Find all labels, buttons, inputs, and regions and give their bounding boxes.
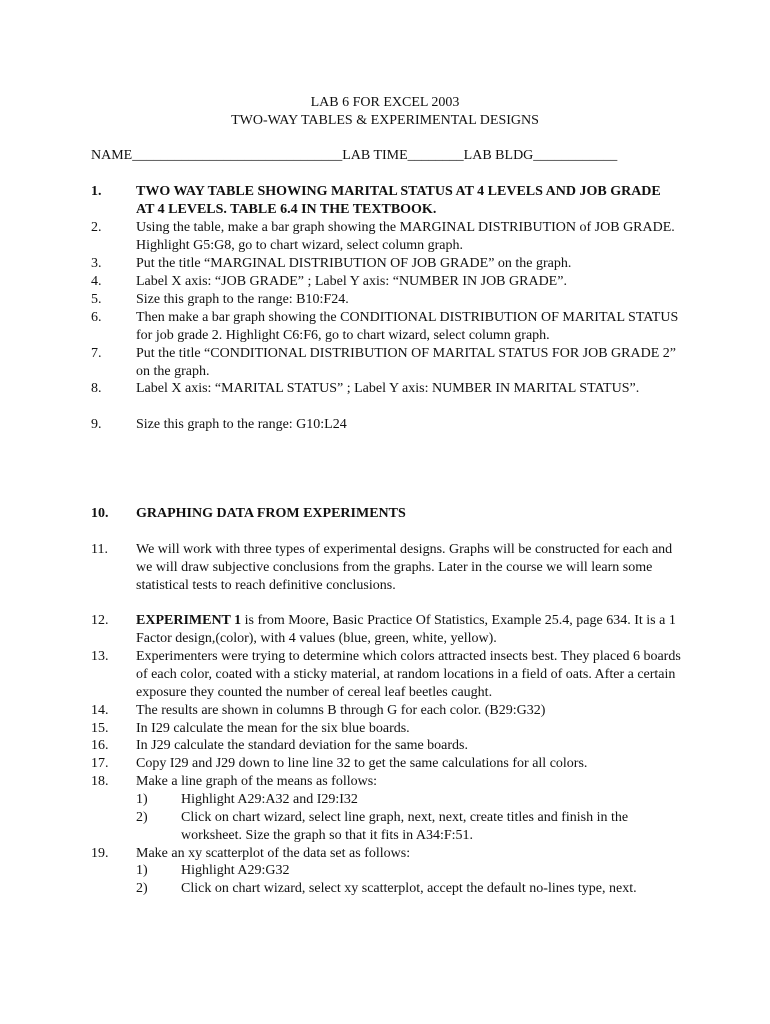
item-number: 3. bbox=[91, 256, 102, 271]
item-text: Using the table, make a bar graph showing the MARGINAL DISTRIBUTION of JOB GRADE. Highlight G5:G8, go to chart wizard, select column graph. bbox=[136, 220, 675, 253]
item-number: 4. bbox=[91, 274, 102, 289]
item-text: In J29 calculate the standard deviation for the same boards. bbox=[136, 738, 468, 753]
item-text: Label X axis: “JOB GRADE” ; Label Y axis: “NUMBER IN JOB GRADE”. bbox=[136, 274, 567, 289]
item-text: Then make a bar graph showing the CONDITIONAL DISTRIBUTION OF MARITAL STATUS for job grade 2. Highlight C6:F6, go to chart wizard, select column graph. bbox=[136, 310, 679, 343]
item-text: Copy I29 and J29 down to line line 32 to get the same calculations for all colors. bbox=[136, 756, 588, 771]
item-text bbox=[136, 612, 681, 648]
item-text: Label X axis: “MARITAL STATUS” ; Label Y axis: NUMBER IN MARITAL STATUS”. bbox=[136, 381, 640, 396]
sub-item-text: Click on chart wizard, select line graph, next, next, create titles and finish in the worksheet. Size the graph so that it fits in A34:F:51. bbox=[181, 810, 629, 843]
item-number: 2. bbox=[91, 220, 102, 235]
item-text: Put the title “MARGINAL DISTRIBUTION OF JOB GRADE” on the graph. bbox=[136, 256, 572, 271]
item-number: 17. bbox=[91, 756, 109, 771]
sub-item-number: 1) bbox=[136, 863, 148, 878]
item-number: 14. bbox=[91, 703, 109, 718]
item-number: 13. bbox=[91, 649, 109, 664]
experiment-label: EXPERIMENT 1 bbox=[136, 613, 242, 628]
item-text: Size this graph to the range: B10:F24. bbox=[136, 292, 349, 307]
item-text-rest: is from Moore, Basic Practice Of Statistics, Example 25.4, page 634. It is a 1 Factor design,(color), with 4 values (blue, green, white, yellow). bbox=[136, 613, 676, 646]
item-text: Make a line graph of the means as follows: bbox=[136, 774, 378, 789]
item-number: 6. bbox=[91, 310, 102, 325]
item-number: 11. bbox=[91, 542, 108, 557]
item-text: Put the title “CONDITIONAL DISTRIBUTION OF MARITAL STATUS FOR JOB GRADE 2” on the graph. bbox=[136, 346, 676, 379]
item-number: 15. bbox=[91, 721, 109, 736]
item-number: 19. bbox=[91, 846, 109, 861]
item-text: Experimenters were trying to determine which colors attracted insects best. They placed 6 boards of each color, coated with a sticky material, at random locations in a field of oats. After a certain exposure they counted the number of cereal leaf beetles caught. bbox=[136, 649, 681, 700]
item-number: 8. bbox=[91, 381, 102, 396]
item-number: 18. bbox=[91, 774, 109, 789]
item-number: 12. bbox=[91, 613, 109, 628]
item-text: Size this graph to the range: G10:L24 bbox=[136, 417, 347, 432]
item-text: In I29 calculate the mean for the six blue boards. bbox=[136, 721, 410, 736]
item-text: The results are shown in columns B through G for each color. (B29:G32) bbox=[136, 703, 546, 718]
item-number: 5. bbox=[91, 292, 102, 307]
name-time-bldg-line: NAME______________________________LAB TIME________LAB BLDG____________ bbox=[91, 148, 618, 163]
item-text: We will work with three types of experimental designs. Graphs will be constructed for each and we will draw subjective conclusions from the graphs. Later in the course we will learn some statistical tests to reach definitive conclusions. bbox=[136, 542, 673, 593]
item-number: 1. bbox=[91, 184, 102, 199]
sub-item-number: 2) bbox=[136, 810, 148, 825]
lab-subtitle: TWO-WAY TABLES & EXPERIMENTAL DESIGNS bbox=[231, 113, 539, 128]
sub-item-number: 1) bbox=[136, 792, 148, 807]
sub-item-text: Click on chart wizard, select xy scatterplot, accept the default no-lines type, next. bbox=[181, 881, 637, 896]
sub-item-text: Highlight A29:A32 and I29:I32 bbox=[181, 792, 358, 807]
item-number: 16. bbox=[91, 738, 109, 753]
item-text: TWO WAY TABLE SHOWING MARITAL STATUS AT 4 LEVELS AND JOB GRADE AT 4 LEVELS. TABLE 6.4 IN THE TEXTBOOK. bbox=[136, 184, 661, 217]
item-text: GRAPHING DATA FROM EXPERIMENTS bbox=[136, 506, 406, 521]
lab-title: LAB 6 FOR EXCEL 2003 bbox=[310, 95, 460, 110]
sub-item-number: 2) bbox=[136, 881, 148, 896]
item-number: 9. bbox=[91, 417, 102, 432]
item-number: 7. bbox=[91, 346, 102, 361]
sub-item-text: Highlight A29:G32 bbox=[181, 863, 290, 878]
item-number: 10. bbox=[91, 506, 109, 521]
item-text: Make an xy scatterplot of the data set as follows: bbox=[136, 846, 411, 861]
